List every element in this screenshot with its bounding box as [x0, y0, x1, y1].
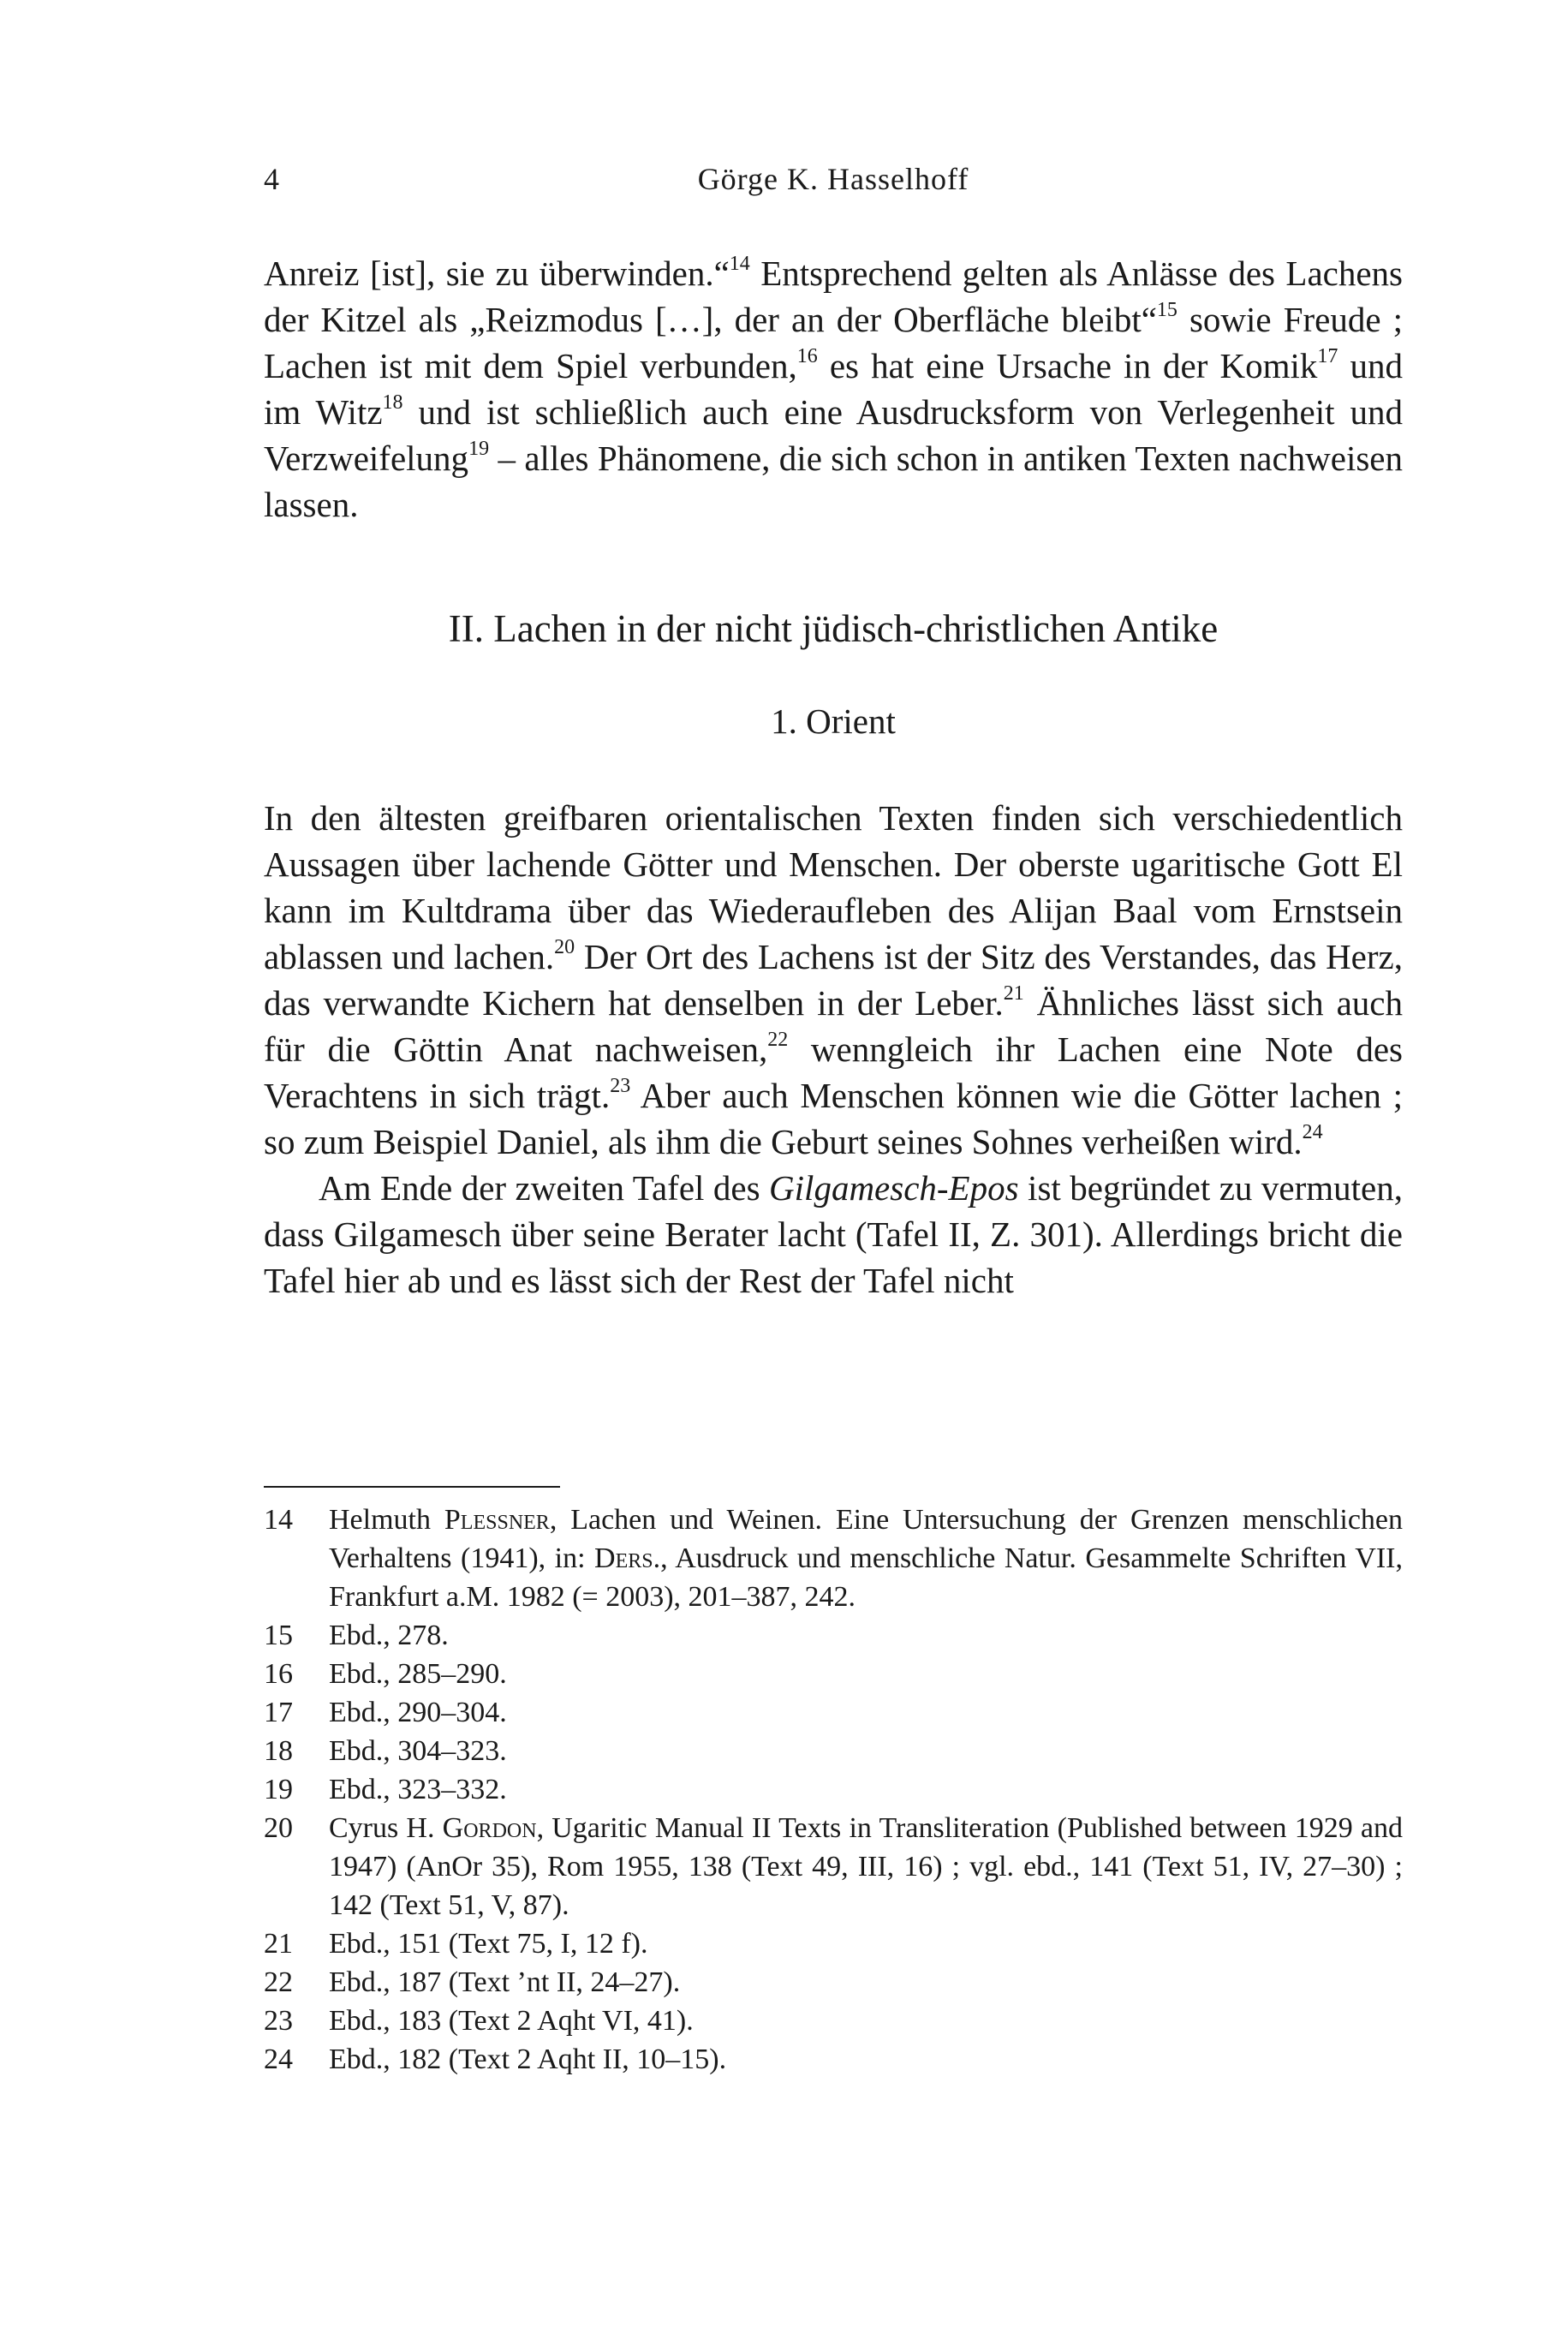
running-head [264, 161, 1403, 204]
footnote-number: 15 [264, 1620, 293, 1651]
footnote-divider [264, 1486, 560, 1488]
footnote-text: Ebd., 304–323. [329, 1735, 507, 1767]
work-title: Gilgamesch-Epos [769, 1168, 1019, 1208]
footnote-23 [264, 2002, 1403, 2040]
footnote-ref-23[interactable]: 23 [610, 1075, 631, 1097]
footnote-text [329, 1501, 1403, 1616]
footnote-text: Ebd., 290–304. [329, 1697, 507, 1728]
text-run: ist begründet zu vermuten, dass Gilgamesch über seine Berater lacht (Tafel II, Z. 301). Allerdings bricht die Tafel hier ab und es lässt sich der Rest der Tafel nicht [264, 1168, 1403, 1300]
footnote-ref-15[interactable]: 15 [1156, 299, 1177, 321]
orient-paragraph-1 [264, 795, 1403, 1165]
text-run: , Ausdruck und menschliche Natur. Gesammelte Schriften VII, Frankfurt a.M. 1982 (= 2003), 201–387, 242. [329, 1542, 1403, 1613]
footnote-ref-18[interactable]: 18 [382, 391, 403, 414]
text-run: Der Ort des Lachens ist der Sitz des Verstandes, das Herz, das verwandte Kichern hat denselben in der Leber. [264, 937, 1403, 1023]
text-run: Helmuth [329, 1504, 444, 1536]
footnote-ref-16[interactable]: 16 [796, 345, 818, 367]
footnote-20 [264, 1809, 1403, 1924]
subsection-heading: 1. Orient [771, 701, 896, 741]
footnote-ref-22[interactable]: 22 [767, 1029, 789, 1051]
footnote-24 [264, 2040, 1403, 2079]
footnote-text: Ebd., 182 (Text 2 Aqht II, 10–15). [329, 2044, 727, 2075]
intro-paragraph-block [264, 250, 1403, 528]
footnote-number: 23 [264, 2005, 293, 2037]
orient-text-block [264, 795, 1403, 1304]
text-run: In den ältesten greifbaren orientalischen Texten finden sich verschiedentlich Aussagen über lachende Götter und Menschen. Der oberste ugaritische Gott El kann im Kultdrama über das Wiederaufleben des Alijan Baal vom Ernstsein ablassen und lachen. [264, 798, 1403, 976]
text-run: und im Witz [264, 346, 1403, 432]
footnote-ref-24[interactable]: 24 [1302, 1121, 1323, 1143]
footnote-text: Ebd., 183 (Text 2 Aqht VI, 41). [329, 2005, 694, 2037]
footnote-14 [264, 1501, 1403, 1616]
text-run: sowie Freude ; Lachen ist mit dem Spiel verbunden, [264, 300, 1403, 385]
text-run: Entsprechend gelten als Anlässe des Lachens der Kitzel als „Reizmodus […], der an der Oberfläche bleibt“ [264, 254, 1403, 339]
footnote-text: Ebd., 187 (Text ’nt II, 24–27). [329, 1966, 681, 1998]
footnote-number: 22 [264, 1966, 293, 1998]
footnote-number: 20 [264, 1812, 293, 1844]
intro-paragraph [264, 250, 1403, 528]
footnote-17 [264, 1693, 1403, 1732]
text-run: Anreiz [ist], sie zu überwinden.“ [264, 254, 730, 293]
text-run: wenngleich ihr Lachen eine Note des Verachtens in sich trägt. [264, 1029, 1403, 1115]
footnotes [264, 1501, 1403, 2079]
footnote-number: 19 [264, 1774, 293, 1805]
footnote-ref-17[interactable]: 17 [1317, 345, 1338, 367]
footnote-ref-19[interactable]: 19 [468, 438, 490, 460]
footnote-18 [264, 1732, 1403, 1770]
text-run: Cyrus H. [329, 1812, 443, 1844]
text-run: Aber auch Menschen können wie die Götter lachen ; so zum Beispiel Daniel, als ihm die Geburt seines Sohnes verheißen wird. [264, 1076, 1403, 1161]
footnote-16 [264, 1655, 1403, 1693]
footnote-ref-21[interactable]: 21 [1003, 982, 1024, 1005]
footnote-19 [264, 1770, 1403, 1809]
footnote-text: Ebd., 278. [329, 1620, 449, 1651]
text-run: – alles Phänomene, die sich schon in antiken Texten nachweisen lassen. [264, 439, 1403, 524]
footnote-number: 16 [264, 1658, 293, 1690]
text-run: Am Ende der zweiten Tafel des [319, 1168, 770, 1208]
footnote-number: 17 [264, 1697, 293, 1728]
orient-paragraph-2 [264, 1165, 1403, 1304]
footnote-text: Ebd., 323–332. [329, 1774, 507, 1805]
text-run: , Ugaritic Manual II Texts in Transliteration (Published between 1929 and 1947) (AnOr 35), Rom 1955, 138 (Text 49, III, 16) ; vgl. ebd., 141 (Text 51, IV, 27–30) ; 142 (Text 51, V, 87). [329, 1812, 1403, 1921]
author-name: Plessner [444, 1504, 550, 1536]
text-run: Ähnliches lässt sich auch für die Göttin Anat nachweisen, [264, 983, 1403, 1069]
footnote-15 [264, 1616, 1403, 1655]
running-title: Görge K. Hasselhoff [697, 162, 969, 196]
author-name: Gordon [442, 1812, 537, 1844]
text-run: es hat eine Ursache in der Komik [817, 346, 1318, 385]
footnote-text: Ebd., 151 (Text 75, I, 12 f). [329, 1928, 648, 1960]
footnote-ref-14[interactable]: 14 [729, 253, 750, 275]
footnote-21 [264, 1924, 1403, 1963]
footnote-ref-20[interactable]: 20 [554, 936, 575, 958]
footnote-number: 14 [264, 1504, 293, 1536]
text-run: und ist schließlich auch eine Ausdrucksform von Verlegenheit und Verzweifelung [264, 392, 1404, 478]
footnote-text: Ebd., 285–290. [329, 1658, 507, 1690]
section-heading: II. Lachen in der nicht jüdisch-christlichen Antike [448, 607, 1219, 650]
footnote-number: 24 [264, 2044, 293, 2075]
footnote-text [329, 1809, 1403, 1924]
page-number: 4 [264, 162, 279, 196]
footnote-number: 18 [264, 1735, 293, 1767]
footnote-number: 21 [264, 1928, 293, 1960]
ders-abbrev: Ders. [594, 1542, 661, 1574]
text-run: , Lachen und Weinen. Eine Untersuchung der Grenzen menschlichen Verhaltens (1941), in: [329, 1504, 1403, 1574]
footnote-22 [264, 1963, 1403, 2002]
